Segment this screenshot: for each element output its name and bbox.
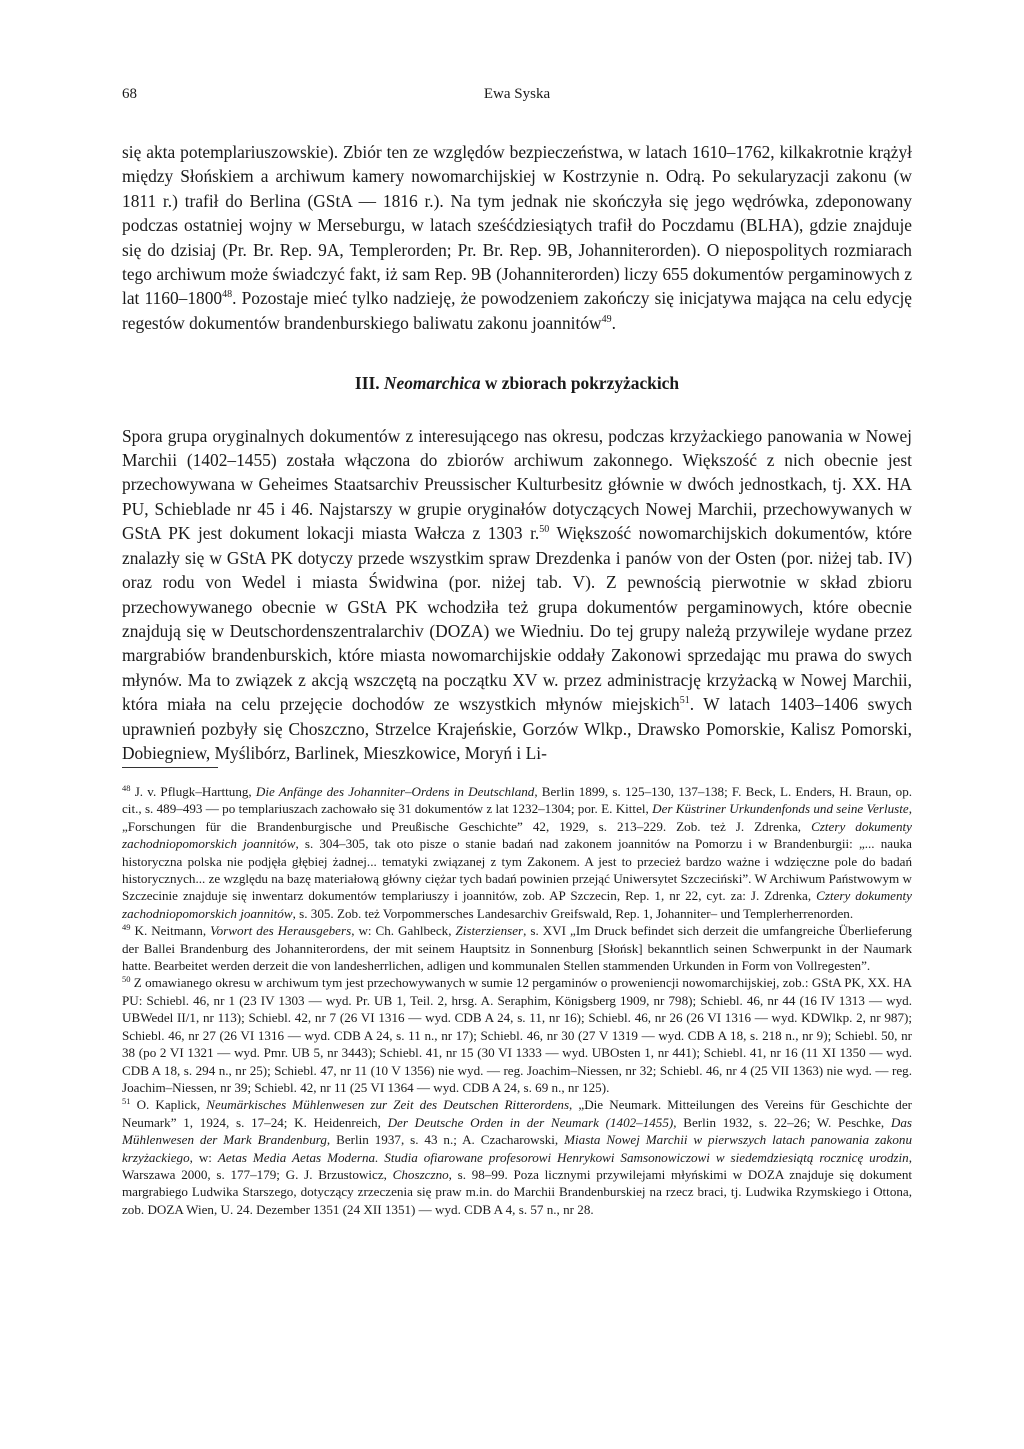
section-numeral: III. bbox=[354, 373, 384, 394]
italic-title: Cztery dokumenty zachodniopomorskich joannitów bbox=[122, 888, 912, 921]
text-run: O. Kaplick, bbox=[130, 1097, 207, 1113]
italic-title: Cztery dokumenty zachodniopomorskich joannitów bbox=[122, 818, 912, 852]
section-title-italic: Neomarchica bbox=[383, 373, 481, 394]
italic-title: Vorwort des Herausgebers bbox=[210, 923, 352, 939]
page-number: 68 bbox=[122, 86, 137, 102]
text-run: . W latach 1403–1406 swych uprawnień pozbyły się Choszczno, Strzelce Krajeńskie, Gorzów Wlkp., Drawsko Pomorskie, Kalisz Pomorski, Dobiegniew, Myślibórz, Barlinek, Mieszkowice, Moryń i Li- bbox=[122, 694, 913, 763]
text-run: Z omawianego okresu w archiwum tym jest przechowywanych w sumie 12 pergaminów o proweniencji nowomarchijskiej, zob.: GStA PK, XX. HA PU: Schiebl. 46, nr 1 (23 IV 1303 — wyd. Pr. UB 1, Teil. 2, hrsg. A. Seraphim, Königsberg 1909, nr 798); Schiebl. 46, nr 44 (16 IV 1313 — wyd. UBWedel II/1, nr 113); Schiebl. 42, nr 7 (26 VI 1316 — wyd. CDB A 24, s. 11, nr 16); Schiebl. 46, nr 26 (26 VI 1316 — wyd. KDWlkp. 2, nr 987); Schiebl. 46, nr 27 (26 VI 1316 — wyd. CDB A 24, s. 11 n., nr 17); Schiebl. 46, nr 30 (27 V 1319 — wyd. CDB A 18, s. 218 n., nr 9); Schiebl. 50, nr 38 (po 2 VI 1321 — wyd. Pmr. UB 5, nr 3443); Schiebl. 41, nr 15 (30 VI 1333 — wyd. UBOsten 1, nr 441); Schiebl. 41, nr 16 (11 XI 1350 — wyd. CDB A 18, s. 294 n., nr 25); Schiebl. 47, nr 11 (10 V 1356) nie wyd. — reg. Joachim–Niessen, nr 32; Schiebl. 46, nr 4 (25 VII 1363) nie wyd. — reg. Joachim–Niessen, nr 39; Schiebl. 42, nr 11 (25 VI 1364 — wyd. CDB A 24, s. 69 n., nr 125). bbox=[122, 975, 912, 1095]
italic-title: Aetas Media Aetas Moderna. Studia ofiarowane profesorowi Henrykowi Samsonowiczowi w siedemdziesiątą rocznicę urodzin bbox=[217, 1149, 909, 1165]
text-run: , w: bbox=[189, 1149, 218, 1165]
text-run: , s. 304–305, tak oto pisze o stanie badań nad zakonem joannitów na Pomorzu i w Brandenburgii: „... nauka historyczna polska nie podjęła głębiej żadnej... tematyki związanej z tym Zakonem. A jest to przecież bardzo ważne i wdzięczne pole do badań historycznych... ze względu na bazę materiałową główny ciężar tych badań powinien przejąć Uniwersytet Szczeciński”. W Archiwum Państwowym w Szczecinie znajduje się inwentarz dokumentów templariuszy i joannitów, zob. AP Szczecin, Rep. 1, nr 22, cyt. za: J. Zdrenka, bbox=[122, 836, 912, 904]
document-page bbox=[122, 0, 912, 1449]
paragraph-1 bbox=[122, 140, 912, 335]
text-run: , Berlin 1932, s. 22–26; W. Peschke, bbox=[673, 1114, 891, 1130]
footnotes bbox=[122, 783, 912, 1218]
italic-title: Das Mühlenwesen der Mark Brandenburg bbox=[122, 1114, 912, 1148]
italic-title: Der Deutsche Orden in der Neumark (1402–1455) bbox=[387, 1114, 674, 1130]
running-head-author: Ewa Syska bbox=[483, 86, 551, 102]
text-run: , „Die Neumark. Mitteilungen des Vereins für Geschichte der Neumark” 1, 1924, s. 17–24; K. Heidenreich, bbox=[122, 1097, 912, 1130]
text-run: , Berlin 1899, s. 125–130, 137–138; F. Beck, L. Enders, H. Braun, op. cit., s. 489–493 — po templariuszach zachowało się 31 dokumentów z lat 1232–1304; por. E. Kittel, bbox=[122, 784, 913, 817]
text-run: Spora grupa oryginalnych dokumentów z interesującego nas okresu, podczas krzyżackiego panowania w Nowej Marchii (1402–1455) została włączona do zbiorów archiwum zakonnego. Większość z nich obecnie jest przechowywana w Geheimes Staatsarchiv Preussischer Kulturbesitz głównie w dwóch jednostkach, tj. XX. HA PU, Schieblade nr 45 i 46. Najstarszy w grupie oryginałów dotyczących Nowej Marchii, przechowywanych w GStA PK jest dokument lokacji miasta Wałcza z 1303 r. bbox=[122, 425, 912, 544]
italic-title: Die Anfänge des Johanniter–Ordens in Deutschland bbox=[255, 784, 535, 799]
text-run: . Pozostaje mieć tylko nadzieję, że powodzeniem zakończy się inicjatywa mająca na celu edycję regestów dokumentów brandenburskiego baliwatu zakonu joannitów bbox=[122, 288, 912, 333]
footnote-ref-50[interactable]: 50 bbox=[539, 524, 550, 536]
footnote-49 bbox=[122, 922, 912, 974]
text-run: Większość nowomarchijskich dokumentów, które znalazły się w GStA PK dotyczy przede wszystkim spraw Drezdenka i panów von der Osten (por. niżej tab. IV) oraz rodu von Wedel i miasta Świdwina (por. niżej tab. V). Z pewnością pierwotnie w skład zbioru przechowywanego obecnie w GStA PK wchodziła też grupa dokumentów pergaminowych, które obecnie znajdują się w Deutschordenszentralarchiv (DOZA) we Wiedniu. Do tej grupy należą przywileje wydane przez margrabiów brandenburskich, które miasta nowomarchijskie oddały Zakonowi sprzedając mu prawa do swych młynów. Ma to związek z akcją wszczętą na początku XV w. przez administrację krzyżacką w Nowej Marchii, która miała na celu przejęcie dochodów ze wszystkich młynów miejskich bbox=[122, 523, 912, 715]
italic-title: Zisterzienser bbox=[455, 923, 524, 939]
footnote-51 bbox=[122, 1096, 912, 1218]
text-run: , s. 305. Zob. też Vorpommersches Landesarchiv Greifswald, Rep. 1, Johanniter– und Templerherrenorden. bbox=[292, 905, 854, 921]
footnote-ref-48[interactable]: 48 bbox=[222, 289, 233, 301]
text-run: się akta potemplariuszowskie). Zbiór ten ze względów bezpieczeństwa, w latach 1610–1762, kilkakrotnie krążył między Słońskiem a archiwum kamery nowomarchijskiej w Kostrzynie n. Odrą. Po sekularyzacji zakonu (w 1811 r.) trafił do Berlina (GStA — 1816 r.). Na tym jednak nie skończyła się jego wędrówka, zdeponowany podczas ostatniej wojny w Merseburgu, w latach sześćdziesiątych trafił do Poczdamu (BLHA), gdzie znajduje się do dzisiaj (Pr. Br. Rep. 9A, Templerorden; Pr. Br. Rep. 9B, Johanniterorden). O niepospolitych rozmiarach tego archiwum może świadczyć fakt, iż sam Rep. 9B (Johanniterorden) liczy 655 dokumentów pergaminowych z lat 1160–1800 bbox=[122, 142, 912, 309]
footnote-50 bbox=[122, 974, 912, 1096]
text-run: , s. XVI „Im Druck befindet sich derzeit die umfangreiche Überlieferung der Ballei Brandenburg des Johanniterordens, der mit seinem Hauptsitz in Sonnenburg [Słońsk] bekanntlich seinen Schwerpunkt in der Naumark hatte. Bearbeitet werden derzeit die von landesherrlichen, adligen und kommunalen Stellen stammenden Urkunden in Form von Vollregesten”. bbox=[122, 923, 912, 974]
text-run: , Berlin 1937, s. 43 n.; A. Czacharowski, bbox=[326, 1132, 565, 1148]
footnote-ref-49[interactable]: 49 bbox=[601, 313, 612, 325]
main-text bbox=[122, 140, 912, 765]
footnote-number: 49 bbox=[122, 922, 131, 933]
section-title-rest: w zbiorach pokrzyżackich bbox=[480, 373, 680, 394]
text-run: J. v. Pflugk–Harttung, bbox=[130, 784, 256, 799]
section-heading bbox=[122, 371, 912, 395]
italic-title: Miasta Nowej Marchii w pierwszych latach panowania zakonu krzyżackiego bbox=[122, 1132, 913, 1165]
text-run: , s. 98–99. Poza licznymi przywilejami młyńskimi w DOZA znajduje się dokument margrabiego Ludwika Starszego, dotyczący zrzeczenia się praw m.in. do Marchii Brandenburskiej na rzecz braci, tj. Ludwika Rzymskiego i Ottona, zob. DOZA Wien, U. 24. Dezember 1351 (24 XII 1351) — wyd. CDB A 4, s. 57 n., nr 28. bbox=[122, 1166, 912, 1217]
footnote-48 bbox=[122, 783, 912, 922]
text-run: K. Neitmann, bbox=[130, 923, 211, 939]
footnote-separator bbox=[122, 767, 218, 768]
italic-title: Choszczno bbox=[392, 1166, 449, 1182]
footnote-ref-51[interactable]: 51 bbox=[679, 695, 690, 707]
running-header bbox=[122, 86, 912, 110]
footnote-number: 51 bbox=[122, 1096, 131, 1107]
footnote-number: 48 bbox=[122, 783, 131, 793]
italic-title: Neumärkisches Mühlenwesen zur Zeit des Deutschen Ritterordens bbox=[206, 1097, 570, 1113]
paragraph-2 bbox=[122, 424, 912, 766]
text-run: . bbox=[611, 312, 616, 333]
text-run: , „Forschungen für die Brandenburgische und Preußische Geschichte” 42, 1929, s. 213–229. Zob. też J. Zdrenka, bbox=[122, 801, 912, 834]
text-run: , Warszawa 2000, s. 177–179; G. J. Brzustowicz, bbox=[122, 1149, 912, 1182]
footnote-number: 50 bbox=[122, 974, 131, 985]
italic-title: Der Küstriner Urkundenfonds und seine Verluste bbox=[652, 801, 909, 817]
text-run: , w: Ch. Gahlbeck, bbox=[351, 923, 456, 939]
